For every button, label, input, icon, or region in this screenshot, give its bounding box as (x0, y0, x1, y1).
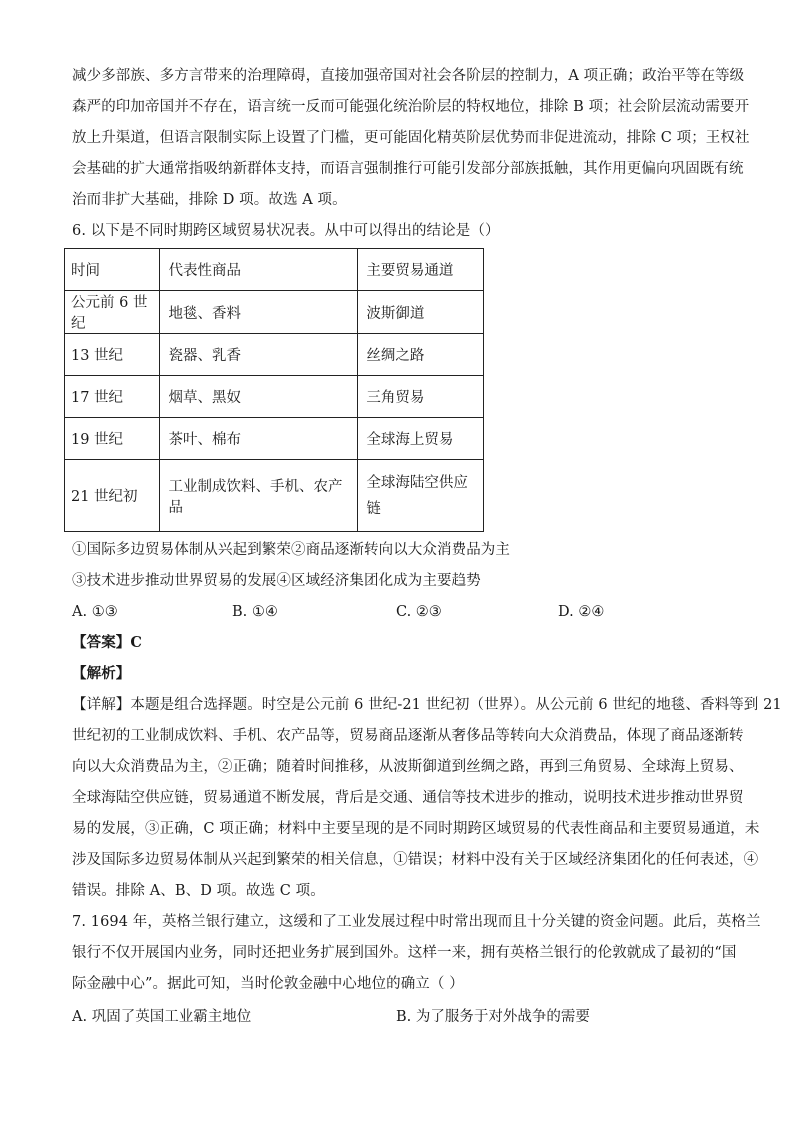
answer-label: 【答案】C (72, 634, 143, 651)
question-7-line: 际金融中心”。据此可知，当时伦敦金融中心地位的确立（ ） (72, 976, 464, 992)
table-cell: 瓷器、乳香 (160, 334, 358, 376)
intro-line: 会基础的扩大通常指吸纳新群体支持，而语言强制推行可能引发部分部族抵触，其作用更偏向巩固既有统 (72, 161, 744, 177)
table-cell: 丝绸之路 (358, 334, 484, 376)
table-header-cell: 主要贸易通道 (358, 249, 484, 291)
table-row (65, 334, 484, 376)
analysis-line: 向以大众消费品为主，②正确；随着时间推移，从波斯御道到丝绸之路，再到三角贸易、全球海上贸易、 (72, 759, 744, 775)
table-cell: 19 世纪 (65, 418, 160, 460)
table-cell: 全球海陆空供应链 (358, 460, 484, 532)
q7-option-b: B. 为了服务于对外战争的需要 (396, 1009, 590, 1025)
table-cell: 烟草、黑奴 (160, 376, 358, 418)
table-cell: 全球海上贸易 (358, 418, 484, 460)
trade-table (64, 248, 484, 532)
table-cell: 地毯、香料 (160, 291, 358, 334)
statement-line: ③技术进步推动世界贸易的发展④区域经济集团化成为主要趋势 (72, 573, 481, 589)
table-header-row (65, 249, 484, 291)
option-b: B. ①④ (232, 604, 278, 620)
table-cell: 21 世纪初 (65, 460, 160, 532)
question-7-line: 7. 1694 年，英格兰银行建立，这缓和了工业发展过程中时常出现而且十分关键的资金问题。此后，英格兰 (72, 914, 761, 930)
table-cell: 茶叶、棉布 (160, 418, 358, 460)
option-a: A. ①③ (72, 604, 118, 620)
table-row (65, 376, 484, 418)
analysis-line: 世纪初的工业制成饮料、手机、农产品等，贸易商品逐渐从奢侈品等转向大众消费品，体现了商品逐渐转 (72, 728, 744, 744)
q7-option-a: A. 巩固了英国工业霸主地位 (72, 1009, 252, 1025)
table-cell: 三角贸易 (358, 376, 484, 418)
analysis-line: 【详解】本题是组合选择题。时空是公元前 6 世纪-21 世纪初（世界）。从公元前 6 世纪的地毯、香料等到 21 (72, 697, 782, 713)
table-row (65, 418, 484, 460)
analysis-label: 【解析】 (72, 665, 131, 682)
question-7-line: 银行不仅开展国内业务，同时还把业务扩展到国外。这样一来，拥有英格兰银行的伦敦就成了最初的“国 (72, 945, 737, 961)
table-cell: 13 世纪 (65, 334, 160, 376)
table-row (65, 291, 484, 334)
table-row (65, 460, 484, 532)
table-header-cell: 代表性商品 (160, 249, 358, 291)
table-cell: 波斯御道 (358, 291, 484, 334)
option-d: D. ②④ (558, 604, 605, 620)
table-cell: 17 世纪 (65, 376, 160, 418)
analysis-line: 全球海陆空供应链，贸易通道不断发展，背后是交通、通信等技术进步的推动，说明技术进步推动世界贸 (72, 790, 744, 806)
analysis-line: 涉及国际多边贸易体制从兴起到繁荣的相关信息，①错误；材料中没有关于区域经济集团化的任何表述，④ (72, 852, 759, 868)
intro-line: 放上升渠道，但语言限制实际上设置了门槛，更可能固化精英阶层优势而非促进流动，排除 C 项；王权社 (72, 130, 750, 146)
statement-line: ①国际多边贸易体制从兴起到繁荣②商品逐渐转向以大众消费品为主 (72, 542, 510, 558)
question-6-stem: 6. 以下是不同时期跨区域贸易状况表。从中可以得出的结论是（） (72, 223, 500, 239)
intro-line: 治而非扩大基础，排除 D 项。故选 A 项。 (72, 192, 347, 208)
table-cell: 公元前 6 世纪 (65, 291, 160, 334)
intro-line: 森严的印加帝国并不存在，语言统一反而可能强化统治阶层的特权地位，排除 B 项；社会阶层流动需要开 (72, 99, 750, 115)
analysis-line: 易的发展，③正确，C 项正确；材料中主要呈现的是不同时期跨区域贸易的代表性商品和主要贸易通道，未 (72, 821, 760, 837)
option-c: C. ②③ (396, 604, 442, 620)
analysis-line: 错误。排除 A、B、D 项。故选 C 项。 (72, 883, 325, 899)
table-cell: 工业制成饮料、手机、农产品 (160, 460, 358, 532)
intro-line: 减少多部族、多方言带来的治理障碍，直接加强帝国对社会各阶层的控制力，A 项正确；政治平等在等级 (72, 68, 745, 84)
table-header-cell: 时间 (65, 249, 160, 291)
